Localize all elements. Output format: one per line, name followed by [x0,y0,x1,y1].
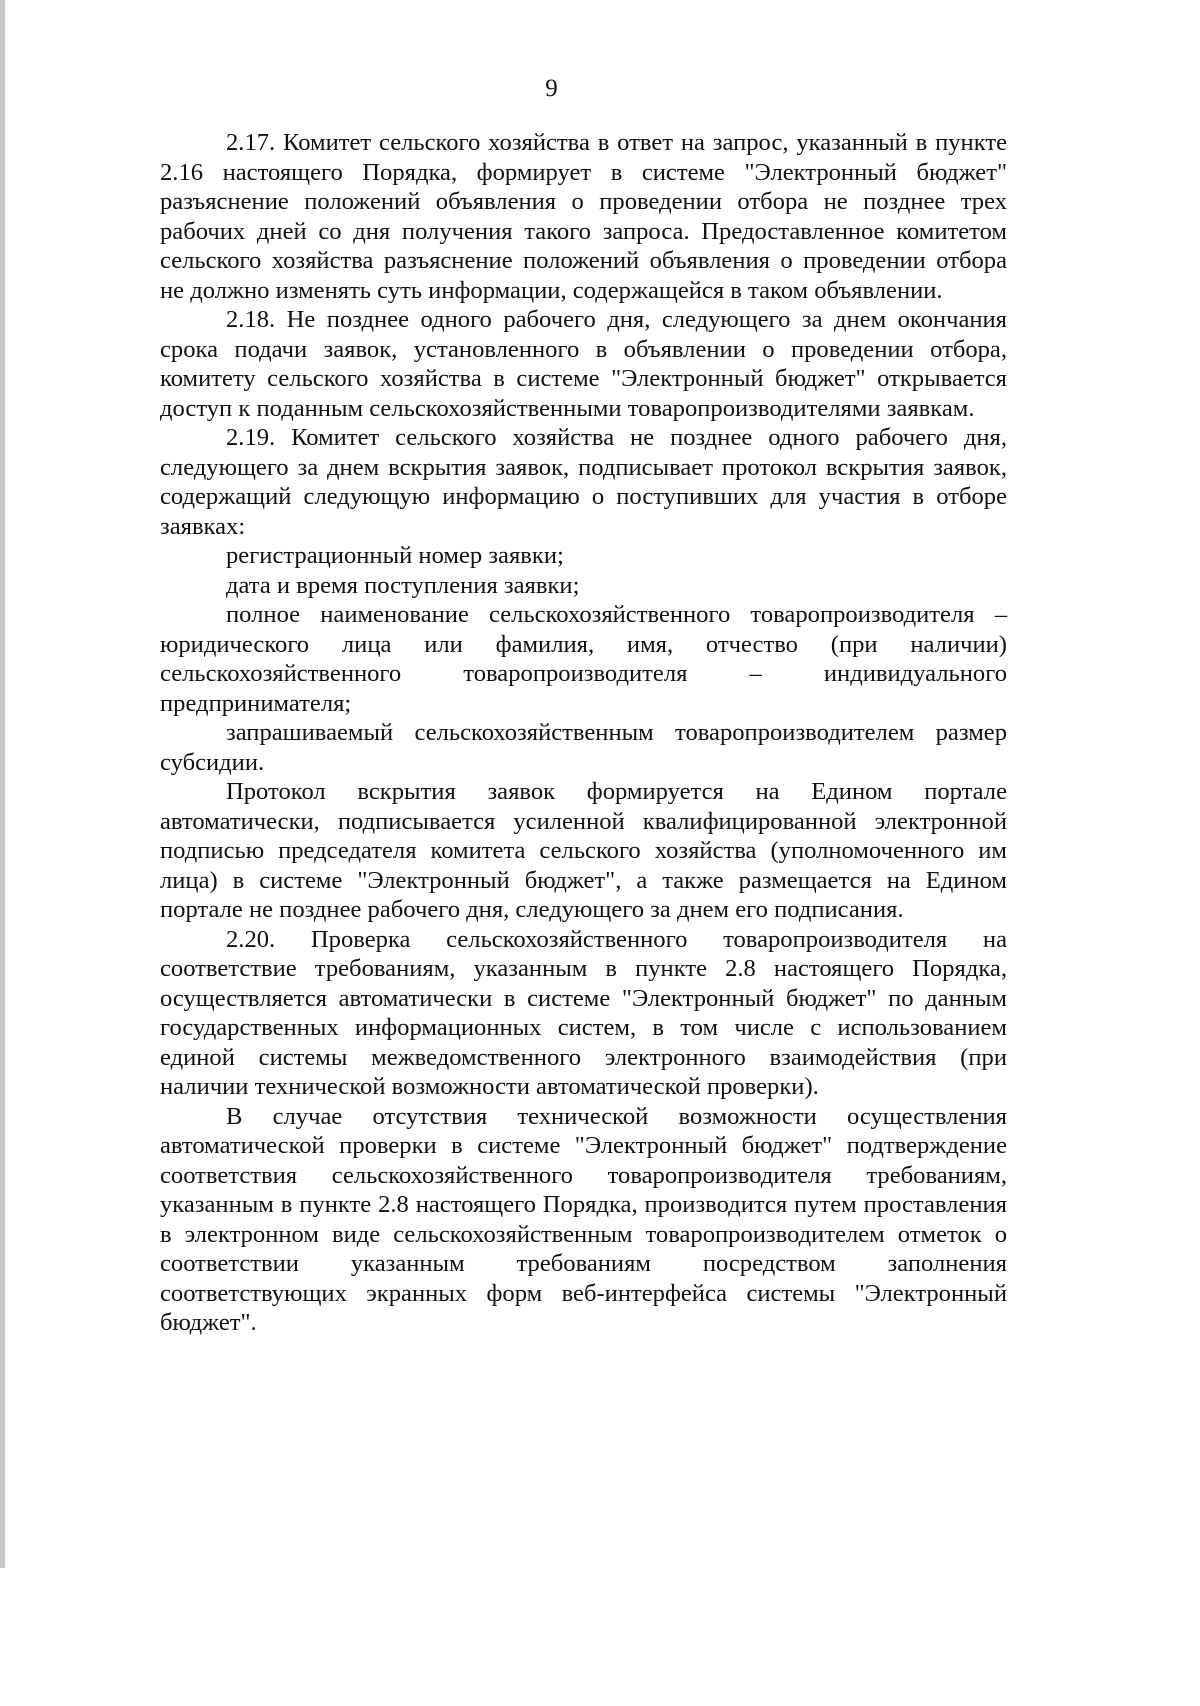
paragraph-2-20: 2.20. Проверка сельскохозяйственного товаропроизводителя на соответствие требованиям, указанным в пункте 2.8 настоящего Порядка, осуществляется автоматически в системе "Электронный бюджет" по данным государственных информационных систем, в том числе с использованием единой системы межведомственного электронного взаимодействия (при наличии технической возможности автоматической проверки). [160,925,1007,1100]
list-item-registration-number: регистрационный номер заявки; [226,542,564,569]
paragraph-manual-check: В случае отсутствия технической возможности осуществления автоматической проверки в системе "Электронный бюджет" подтверждение соответствия сельскохозяйственного товаропроизводителя требованиям, указанным в пункте 2.8 настоящего Порядка, производится путем проставления в электронном виде сельскохозяйственным товаропроизводителем отметок о соответствии указанным требованиям посредством заполнения соответствующих экранных форм веб-интерфейса системы "Электронный бюджет". [160,1102,1007,1336]
scan-edge [0,0,5,1568]
document-body [160,128,1007,1338]
paragraph-2-17: 2.17. Комитет сельского хозяйства в ответ на запрос, указанный в пункте 2.16 настоящего Порядка, формирует в системе "Электронный бюджет" разъяснение положений объявления о проведении отбора не позднее трех рабочих дней со дня получения такого запроса. Предоставленное комитетом сельского хозяйства разъяснение положений объявления о проведении отбора не должно изменять суть информации, содержащейся в таком объявлении. [160,129,1007,304]
list-item-full-name: полное наименование сельскохозяйственного товаропроизводителя – юридического лица или фамилия, имя, отчество (при наличии) сельскохозяйственного товаропроизводителя – индивидуального предпринимателя; [160,601,1007,717]
paragraph-2-19: 2.19. Комитет сельского хозяйства не позднее одного рабочего дня, следующего за днем вскрытия заявок, подписывает протокол вскрытия заявок, содержащий следующую информацию о поступивших для участия в отборе заявках: [160,424,1007,540]
page-number: 9 [545,75,558,102]
paragraph-protocol: Протокол вскрытия заявок формируется на Едином портале автоматически, подписывается усиленной квалифицированной электронной подписью председателя комитета сельского хозяйства (уполномоченного им лица) в системе "Электронный бюджет", а также размещается на Едином портале не позднее рабочего дня, следующего за днем его подписания. [160,778,1007,923]
paragraph-2-18: 2.18. Не позднее одного рабочего дня, следующего за днем окончания срока подачи заявок, установленного в объявлении о проведении отбора, комитету сельского хозяйства в системе "Электронный бюджет" открывается доступ к поданным сельскохозяйственными товаропроизводителями заявкам. [160,306,1007,422]
list-item-date-time: дата и время поступления заявки; [226,571,580,599]
list-item-subsidy-amount: запрашиваемый сельскохозяйственным товаропроизводителем размер субсидии. [160,719,1007,776]
